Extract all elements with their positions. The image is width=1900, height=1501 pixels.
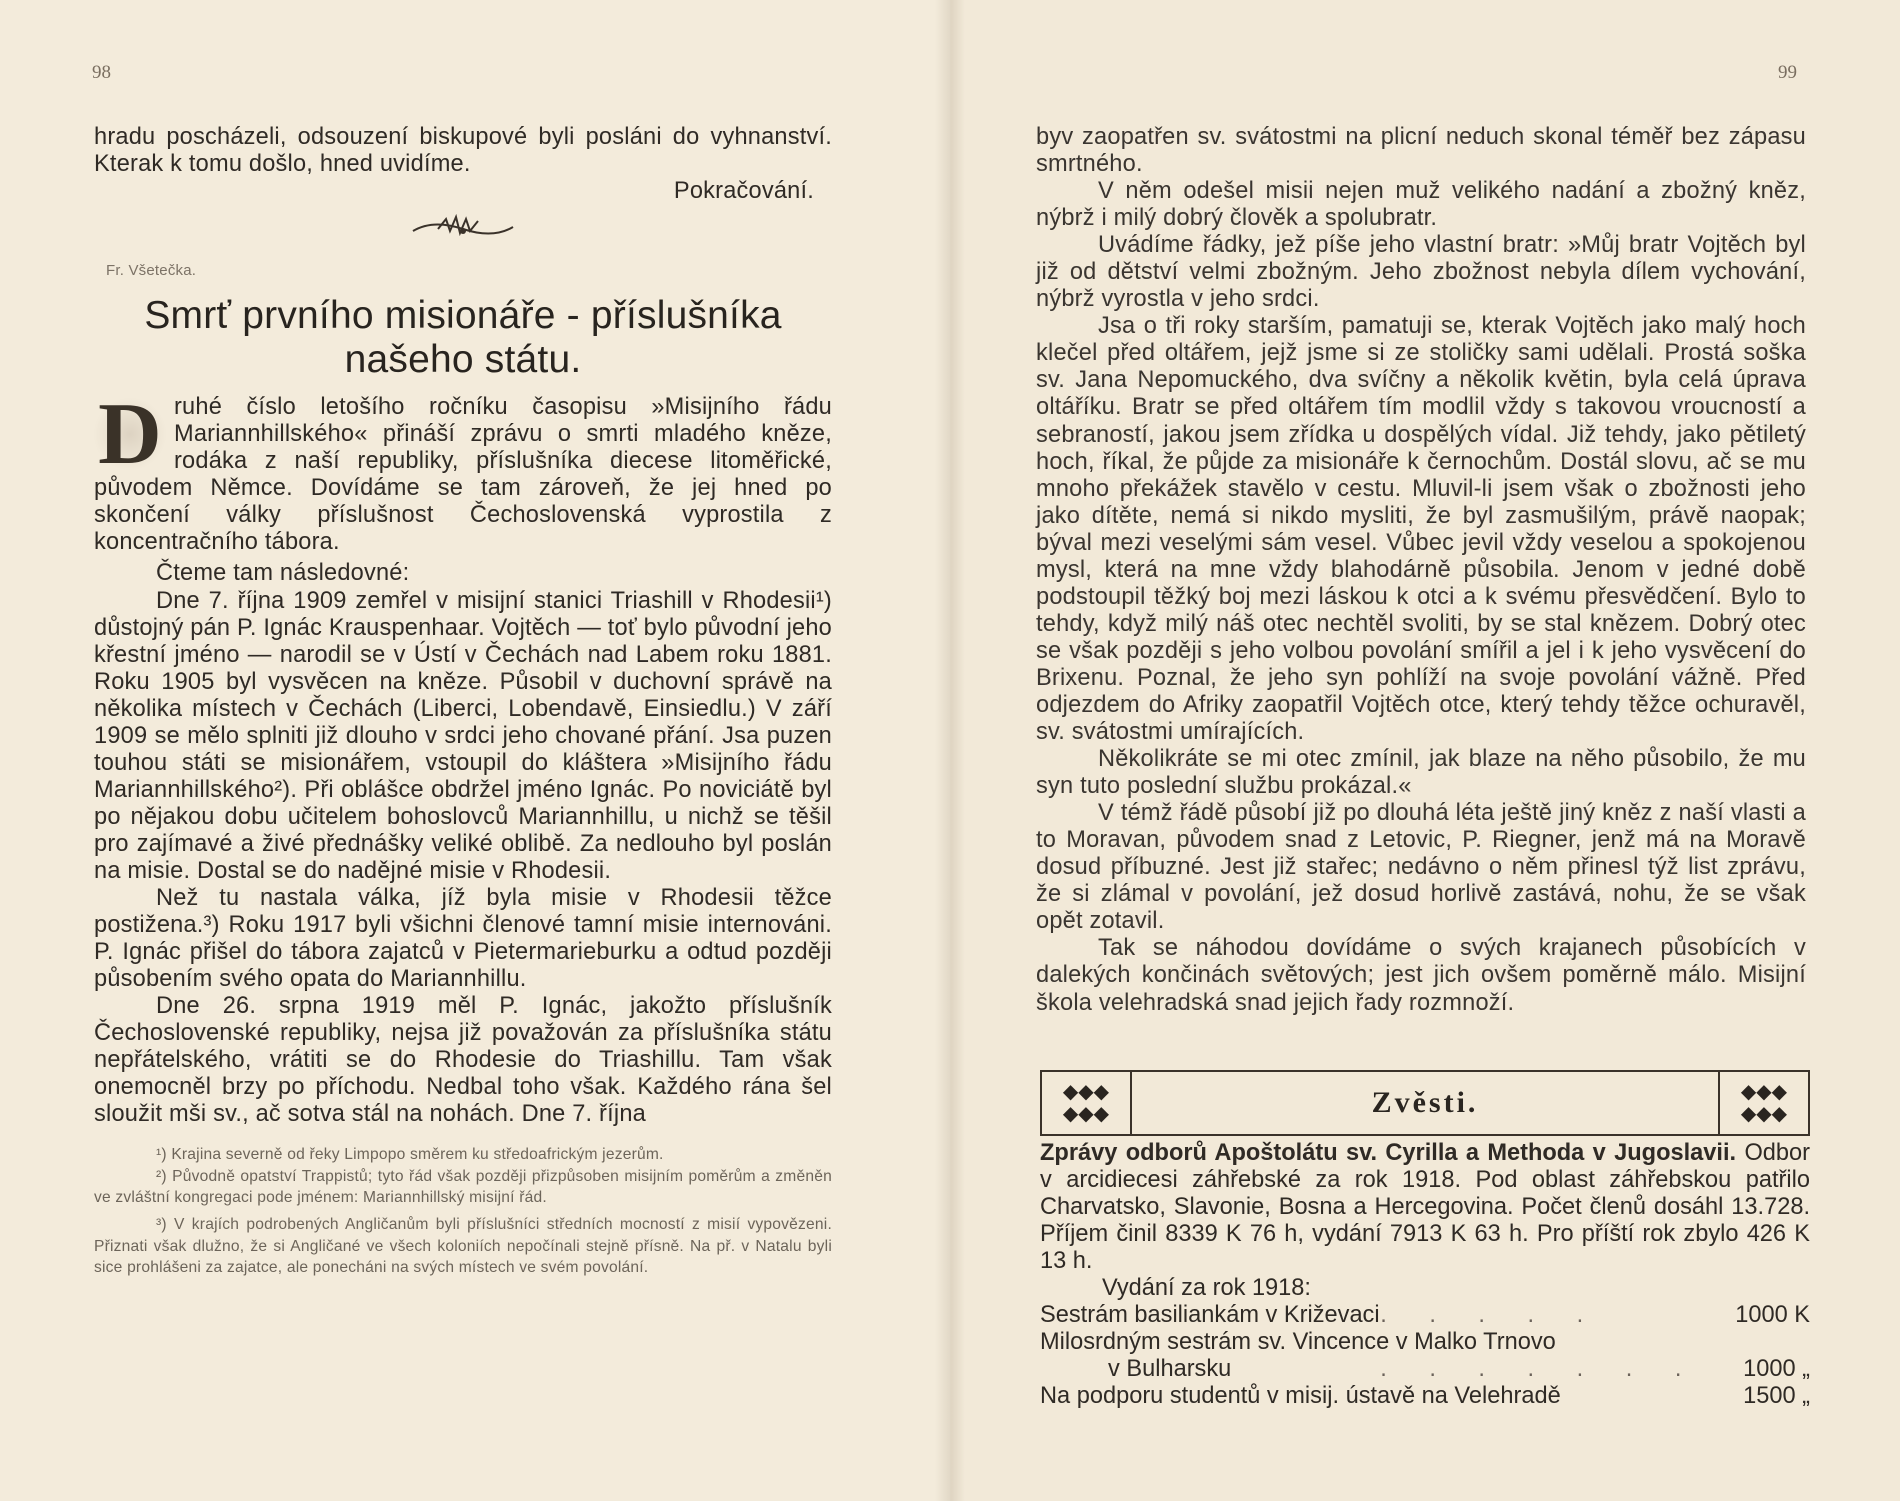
leader-dots: . . . . . . . [1380, 1356, 1700, 1383]
expenses-table [1040, 1302, 1810, 1410]
news-heading: Zprávy odborů Apoštolátu sv. Cyrilla a Methoda v Jugoslavii. [1040, 1140, 1737, 1166]
section-title: Zvěsti. [1371, 1086, 1479, 1119]
ornament-icon [403, 209, 523, 249]
right-paragraph-3: Uvádíme řádky, jež píše jeho vlastní bratr: »Můj bratr Vojtěch byl již od dětství velmi zbožným. Jeho zbožnost nebyla dílem vychování, nýbrž vyrostla v jeho srdci. [1036, 232, 1806, 313]
table-row [1040, 1356, 1810, 1383]
expense-label: Na podporu studentů v misij. ústavě na Velehradě [1040, 1383, 1561, 1410]
right-column [1036, 124, 1806, 1017]
author: Fr. Všetečka. [106, 262, 197, 280]
article-title [94, 294, 832, 382]
right-paragraph-7: Tak se náhodou dovídáme o svých krajanech působících v dalekých končinách světových; jest jich ovšem poměrně málo. Misijní škola velehradská snad jejich řady rozmnoží. [1036, 935, 1806, 1016]
opening-paragraph: hradu poscházeli, odsouzení biskupové byli posláni do vyhnanství. Kterak k tomu došlo, hned uvidíme. [94, 124, 832, 178]
body-paragraph-3: Dne 26. srpna 1919 měl P. Ignác, jakožto příslušník Čechoslovenské republiky, nejsa již považován za příslušníka státu nepřátelského, vrátiti se do Rhodesie do Triashillu. Tam však onemocněl brzy po příchodu. Nedbal toho však. Každého rána šel sloužit mši sv., ač sotva stál na nohách. Dne 7. října [94, 993, 832, 1128]
intro-text: ruhé číslo letošího ročníku časopisu »Misijního řádu Mariannhillského« přináší zprávu o smrti mladého kněze, rodáka z naší republiky, příslušníka diecese litoměřické, původem Němce. Dovídáme se tam zároveň, že jej hned po skončení války příslušnost Čechoslovenská vyprostila z koncentračního tábora. [94, 394, 832, 556]
table-row [1040, 1383, 1810, 1410]
right-paragraph-2: V něm odešel misii nejen muž velikého nadání a zbožný kněz, nýbrž i milý dobrý člověk a spolubratr. [1036, 178, 1806, 232]
news-text: Odbor v arcidiecesi záhřebské za rok 1918. Pod oblast záhřebskou patřilo Charvatsko, Slavonie, Bosna a Hercegovina. Počet členů dosáhl 13.728. Příjem činil 8339 K 76 h, vydání 7913 K 63 h. Pro příští rok zbylo 426 K 13 h. [1040, 1140, 1811, 1275]
book-gutter [935, 0, 965, 1501]
expense-label: v Bulharsku [1108, 1356, 1232, 1383]
leader-dots: . . . . . [1380, 1302, 1602, 1329]
ornament-divider [94, 209, 832, 249]
footnotes [94, 1144, 832, 1278]
right-paragraph-5: Několikráte se mi otec zmínil, jak blaze na něho působilo, že mu syn tuto poslední službu prokázal.« [1036, 746, 1806, 800]
table-row [1040, 1329, 1810, 1356]
table-row [1040, 1302, 1810, 1329]
diamond-ornament-icon: ◆◆◆ ◆◆◆ [1718, 1072, 1808, 1134]
diamond-ornament-icon: ◆◆◆ ◆◆◆ [1042, 1072, 1132, 1134]
right-paragraph-1: byv zaopatřen sv. svátostmi na plicní neduch skonal téměř bez zápasu smrtného. [1036, 124, 1806, 178]
right-paragraph-6: V témž řádě působí již po dlouhá léta ještě jiný kněz z naší vlasti a to Moravan, původem snad z Letovic, P. Riegner, jenž má na Moravě dosud příbuzné. Jest již stařec; nedávno o něm přinesl týž list zprávu, že si zlámal v povolání, jež dosud horlivě zastává, nohu, že se však opět zotavil. [1036, 800, 1806, 935]
body-paragraph-1: Dne 7. října 1909 zemřel v misijní stanici Triashill v Rhodesii¹) důstojný pán P. Ignác Krauspenhaar. Vojtěch — toť bylo původní jeho křestní jméno — narodil se v Ústí v Čechách nad Labem roku 1881. Roku 1905 byl vysvěcen na kněze. Působil v duchovní správě na několika místech v Čechách (Liberci, Lobendavě, Einsiedlu.) V září 1909 se mělo splniti již dlouho v srdci jeho chované přání. Jsa puzen touhou státi se misionářem, vstoupil do kláštera »Misijního řádu Mariannhillského²). Při oblášce obdržel jméno Ignác. Po noviciátě byl po nějakou dobu učitelem bohoslovců Mariannhillu, u nichž se těšil pro zajímavé a živé přednášky veliké oblibě. Za nedlouho byl poslán na misie. Dostal se do nadějné misie v Rhodesii. [94, 587, 832, 884]
section-banner [1040, 1070, 1810, 1136]
expense-amount: 1000 K [1735, 1302, 1810, 1329]
expense-label: Sestrám basiliankám v Križevaci [1040, 1302, 1380, 1329]
intro-paragraph [94, 386, 832, 556]
title-line-2: našeho státu. [344, 338, 582, 382]
title-line-1: Smrť prvního misionáře - příslušníka [144, 294, 782, 338]
expenses-heading: Vydání za rok 1918: [1102, 1275, 1311, 1302]
lead-in: Čteme tam následovné: [156, 560, 410, 587]
body-paragraph-2: Než tu nastala válka, jíž byla misie v Rhodesii těžce postižena.³) Roku 1917 byli všichni členové tamní misie internováni. P. Ignác přišel do tábora zajatců v Pietermarieburku a odtud později působením svého opata do Mariannhillu. [94, 885, 832, 993]
expense-label: Milosrdným sestrám sv. Vincence v Malko Trnovo [1040, 1329, 1556, 1356]
footnote-1: ¹) Krajina severně od řeky Limpopo směrem ku středoafrickým jezerům. [156, 1146, 664, 1164]
footnote-2: ²) Původně opatství Trappistů; tyto řád však později přizpůsoben misijním poměrům a změněn ve zvláštní kongregaci pode jménem: Mariannhillský misijní řád. [94, 1167, 832, 1207]
footnote-3: ³) V krajích podrobených Angličanům byli příslušníci středních mocností z misií vypovězeni. Přiznati však dlužno, že si Angličané ve všech koloniích nepočínali stejně přísně. Na př. v Natalu byli sice prohlášeni za zajatce, ale ponecháni na svých místech ve svém povolání. [94, 1216, 832, 1276]
expense-amount [1700, 1329, 1810, 1356]
left-column [94, 124, 832, 1278]
news-section [1040, 1140, 1810, 1410]
page-number: 98 [92, 62, 111, 83]
page-number: 99 [1778, 62, 1797, 83]
continued-note: Pokračování. [673, 178, 814, 205]
expense-amount: 1500 „ [1743, 1383, 1810, 1410]
expense-amount: 1000 „ [1743, 1356, 1810, 1383]
right-paragraph-4: Jsa o tři roky starším, pamatuji se, kterak Vojtěch jako malý hoch klečel před oltářem, jejž jsme si ze stoličky sami udělali. Prostá soška sv. Jana Nepomuckého, dva svíčny a několik květin, byla celá úprava oltáříku. Bratr se před oltářem tím modlil vždy s takovou vroucností a sebraností, jakou jsem zřídka u dospělých vídal. Již tehdy, jako pětiletý hoch, říkal, že půjde za misionáře k černochům. Dostál slovu, ač se mu mnoho překážek stavělo v cestu. Mluvil-li jsem však o zbožnosti jeho jako dítěte, nemá si nikdo mysliti, že byl zasmušilým, právě naopak; býval mezi veselými sám vesel. Vůbec jevil vždy veselou a spokojenou mysl, která na mne vždy blahodárně působila. Jenom v jedné době podstoupil těžký boj mezi láskou k otci a k svému přesvědčení. Bylo to tehdy, když milý náš otec nechtěl svoliti, by se stal knězem. Dobrý otec se však později s jeho volbou povolání smířil a jel i k jeho vysvěcení do Brixenu. Poznal, že jeho syn pohlíží na svoje povolání vážně. Před odjezdem do Afriky zaopatřil Vojtěch otce, který tehdy těžce ochuravěl, sv. svátostmi umírajících. [1036, 313, 1806, 746]
drop-cap: D [94, 396, 166, 472]
news-paragraph [1040, 1140, 1810, 1275]
